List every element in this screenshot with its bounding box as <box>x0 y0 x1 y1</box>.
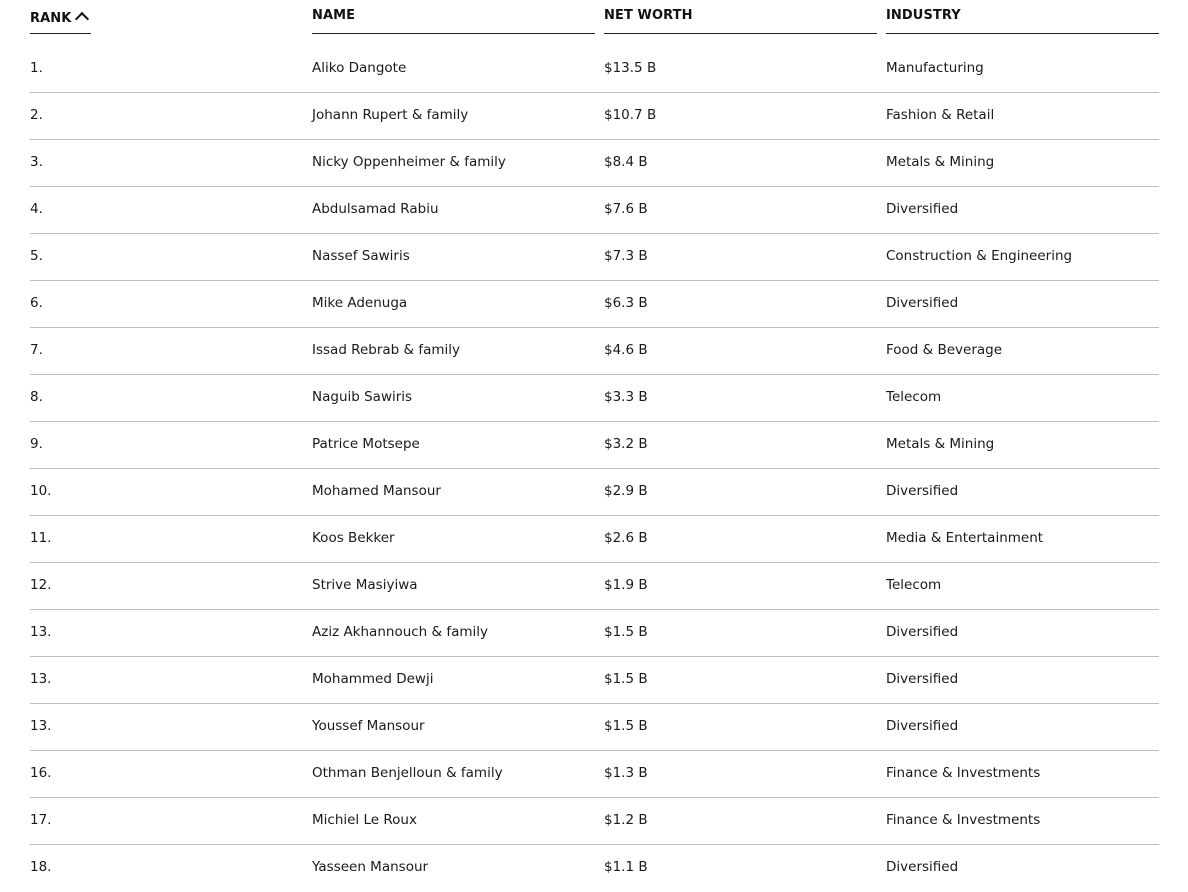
rank-cell: 8. <box>30 389 43 405</box>
table-row[interactable] <box>30 93 1159 140</box>
industry-cell: Finance & Investments <box>886 765 1041 781</box>
name-cell: Mike Adenuga <box>312 295 408 311</box>
industry-cell: Diversified <box>886 483 959 499</box>
net-worth-cell: $1.9 B <box>604 577 648 593</box>
name-cell: Johann Rupert & family <box>312 107 469 123</box>
industry-cell: Fashion & Retail <box>886 107 995 123</box>
table-header <box>30 0 1159 36</box>
net-worth-cell: $7.6 B <box>604 201 648 217</box>
industry-cell: Manufacturing <box>886 60 984 76</box>
net-worth-cell: $1.5 B <box>604 671 648 687</box>
name-cell: Mohamed Mansour <box>312 483 441 499</box>
net-worth-cell: $2.6 B <box>604 530 648 546</box>
rank-column-header[interactable] <box>30 0 91 34</box>
table-row[interactable] <box>30 610 1159 657</box>
rank-cell: 1. <box>30 60 43 76</box>
table-row[interactable] <box>30 657 1159 704</box>
table-row[interactable] <box>30 281 1159 328</box>
industry-cell: Food & Beverage <box>886 342 1003 358</box>
net-worth-cell: $13.5 B <box>604 60 657 76</box>
table-row[interactable] <box>30 422 1159 469</box>
industry-cell: Diversified <box>886 718 959 734</box>
net-worth-column-header[interactable] <box>604 0 877 34</box>
industry-cell: Diversified <box>886 201 959 217</box>
rank-cell: 3. <box>30 154 43 170</box>
table-row[interactable] <box>30 375 1159 422</box>
industry-cell: Diversified <box>886 295 959 311</box>
rank-cell: 18. <box>30 859 52 875</box>
name-cell: Issad Rebrab & family <box>312 342 460 358</box>
name-cell: Patrice Motsepe <box>312 436 420 452</box>
name-cell: Michiel Le Roux <box>312 812 417 828</box>
name-cell: Aziz Akhannouch & family <box>312 624 489 640</box>
rank-cell: 12. <box>30 577 52 593</box>
name-cell: Yasseen Mansour <box>312 859 429 875</box>
name-cell: Mohammed Dewji <box>312 671 434 687</box>
rank-cell: 10. <box>30 483 52 499</box>
industry-cell: Construction & Engineering <box>886 248 1073 264</box>
rank-cell: 4. <box>30 201 43 217</box>
table-row[interactable] <box>30 469 1159 516</box>
net-worth-cell: $8.4 B <box>604 154 648 170</box>
name-column-header[interactable] <box>312 0 595 34</box>
industry-cell: Metals & Mining <box>886 154 995 170</box>
name-header-label: NAME <box>312 8 356 23</box>
net-worth-cell: $1.5 B <box>604 718 648 734</box>
table-row[interactable] <box>30 704 1159 751</box>
industry-header-label: INDUSTRY <box>886 8 961 23</box>
table-row[interactable] <box>30 516 1159 563</box>
name-cell: Othman Benjelloun & family <box>312 765 503 781</box>
rank-cell: 17. <box>30 812 52 828</box>
rank-cell: 13. <box>30 671 52 687</box>
industry-cell: Diversified <box>886 671 959 687</box>
name-cell: Koos Bekker <box>312 530 395 546</box>
industry-cell: Telecom <box>886 389 942 405</box>
net-worth-cell: $2.9 B <box>604 483 648 499</box>
table-row[interactable] <box>30 563 1159 610</box>
name-cell: Nassef Sawiris <box>312 248 410 264</box>
rank-header-label: RANK <box>30 11 72 26</box>
name-cell: Aliko Dangote <box>312 60 407 76</box>
table-row[interactable] <box>30 234 1159 281</box>
rank-cell: 13. <box>30 624 52 640</box>
rank-cell: 2. <box>30 107 43 123</box>
industry-cell: Telecom <box>886 577 942 593</box>
rank-cell: 6. <box>30 295 43 311</box>
net-worth-cell: $1.2 B <box>604 812 648 828</box>
net-worth-cell: $1.5 B <box>604 624 648 640</box>
rank-cell: 13. <box>30 718 52 734</box>
industry-cell: Diversified <box>886 624 959 640</box>
industry-cell: Media & Entertainment <box>886 530 1044 546</box>
chevron-up-icon[interactable] <box>75 12 89 26</box>
rank-cell: 5. <box>30 248 43 264</box>
industry-cell: Diversified <box>886 859 959 875</box>
industry-column-header[interactable] <box>886 0 1159 34</box>
net-worth-cell: $1.1 B <box>604 859 648 875</box>
table-row[interactable] <box>30 751 1159 798</box>
rank-cell: 11. <box>30 530 52 546</box>
rank-cell: 9. <box>30 436 43 452</box>
table-row[interactable] <box>30 140 1159 187</box>
table-row[interactable] <box>30 798 1159 845</box>
table-row[interactable] <box>30 187 1159 234</box>
net-worth-cell: $10.7 B <box>604 107 657 123</box>
table-row[interactable] <box>30 845 1159 892</box>
net-worth-cell: $4.6 B <box>604 342 648 358</box>
table-row[interactable] <box>30 34 1159 93</box>
net-worth-cell: $3.2 B <box>604 436 648 452</box>
industry-cell: Metals & Mining <box>886 436 995 452</box>
name-cell: Youssef Mansour <box>312 718 425 734</box>
name-cell: Naguib Sawiris <box>312 389 413 405</box>
net-worth-cell: $3.3 B <box>604 389 648 405</box>
name-cell: Nicky Oppenheimer & family <box>312 154 506 170</box>
rank-cell: 16. <box>30 765 52 781</box>
table-row[interactable] <box>30 328 1159 375</box>
net-worth-header-label: NET WORTH <box>604 8 693 23</box>
name-cell: Strive Masiyiwa <box>312 577 418 593</box>
net-worth-cell: $1.3 B <box>604 765 648 781</box>
billionaires-table <box>30 0 1159 875</box>
net-worth-cell: $6.3 B <box>604 295 648 311</box>
rank-cell: 7. <box>30 342 43 358</box>
name-cell: Abdulsamad Rabiu <box>312 201 439 217</box>
net-worth-cell: $7.3 B <box>604 248 648 264</box>
industry-cell: Finance & Investments <box>886 812 1041 828</box>
